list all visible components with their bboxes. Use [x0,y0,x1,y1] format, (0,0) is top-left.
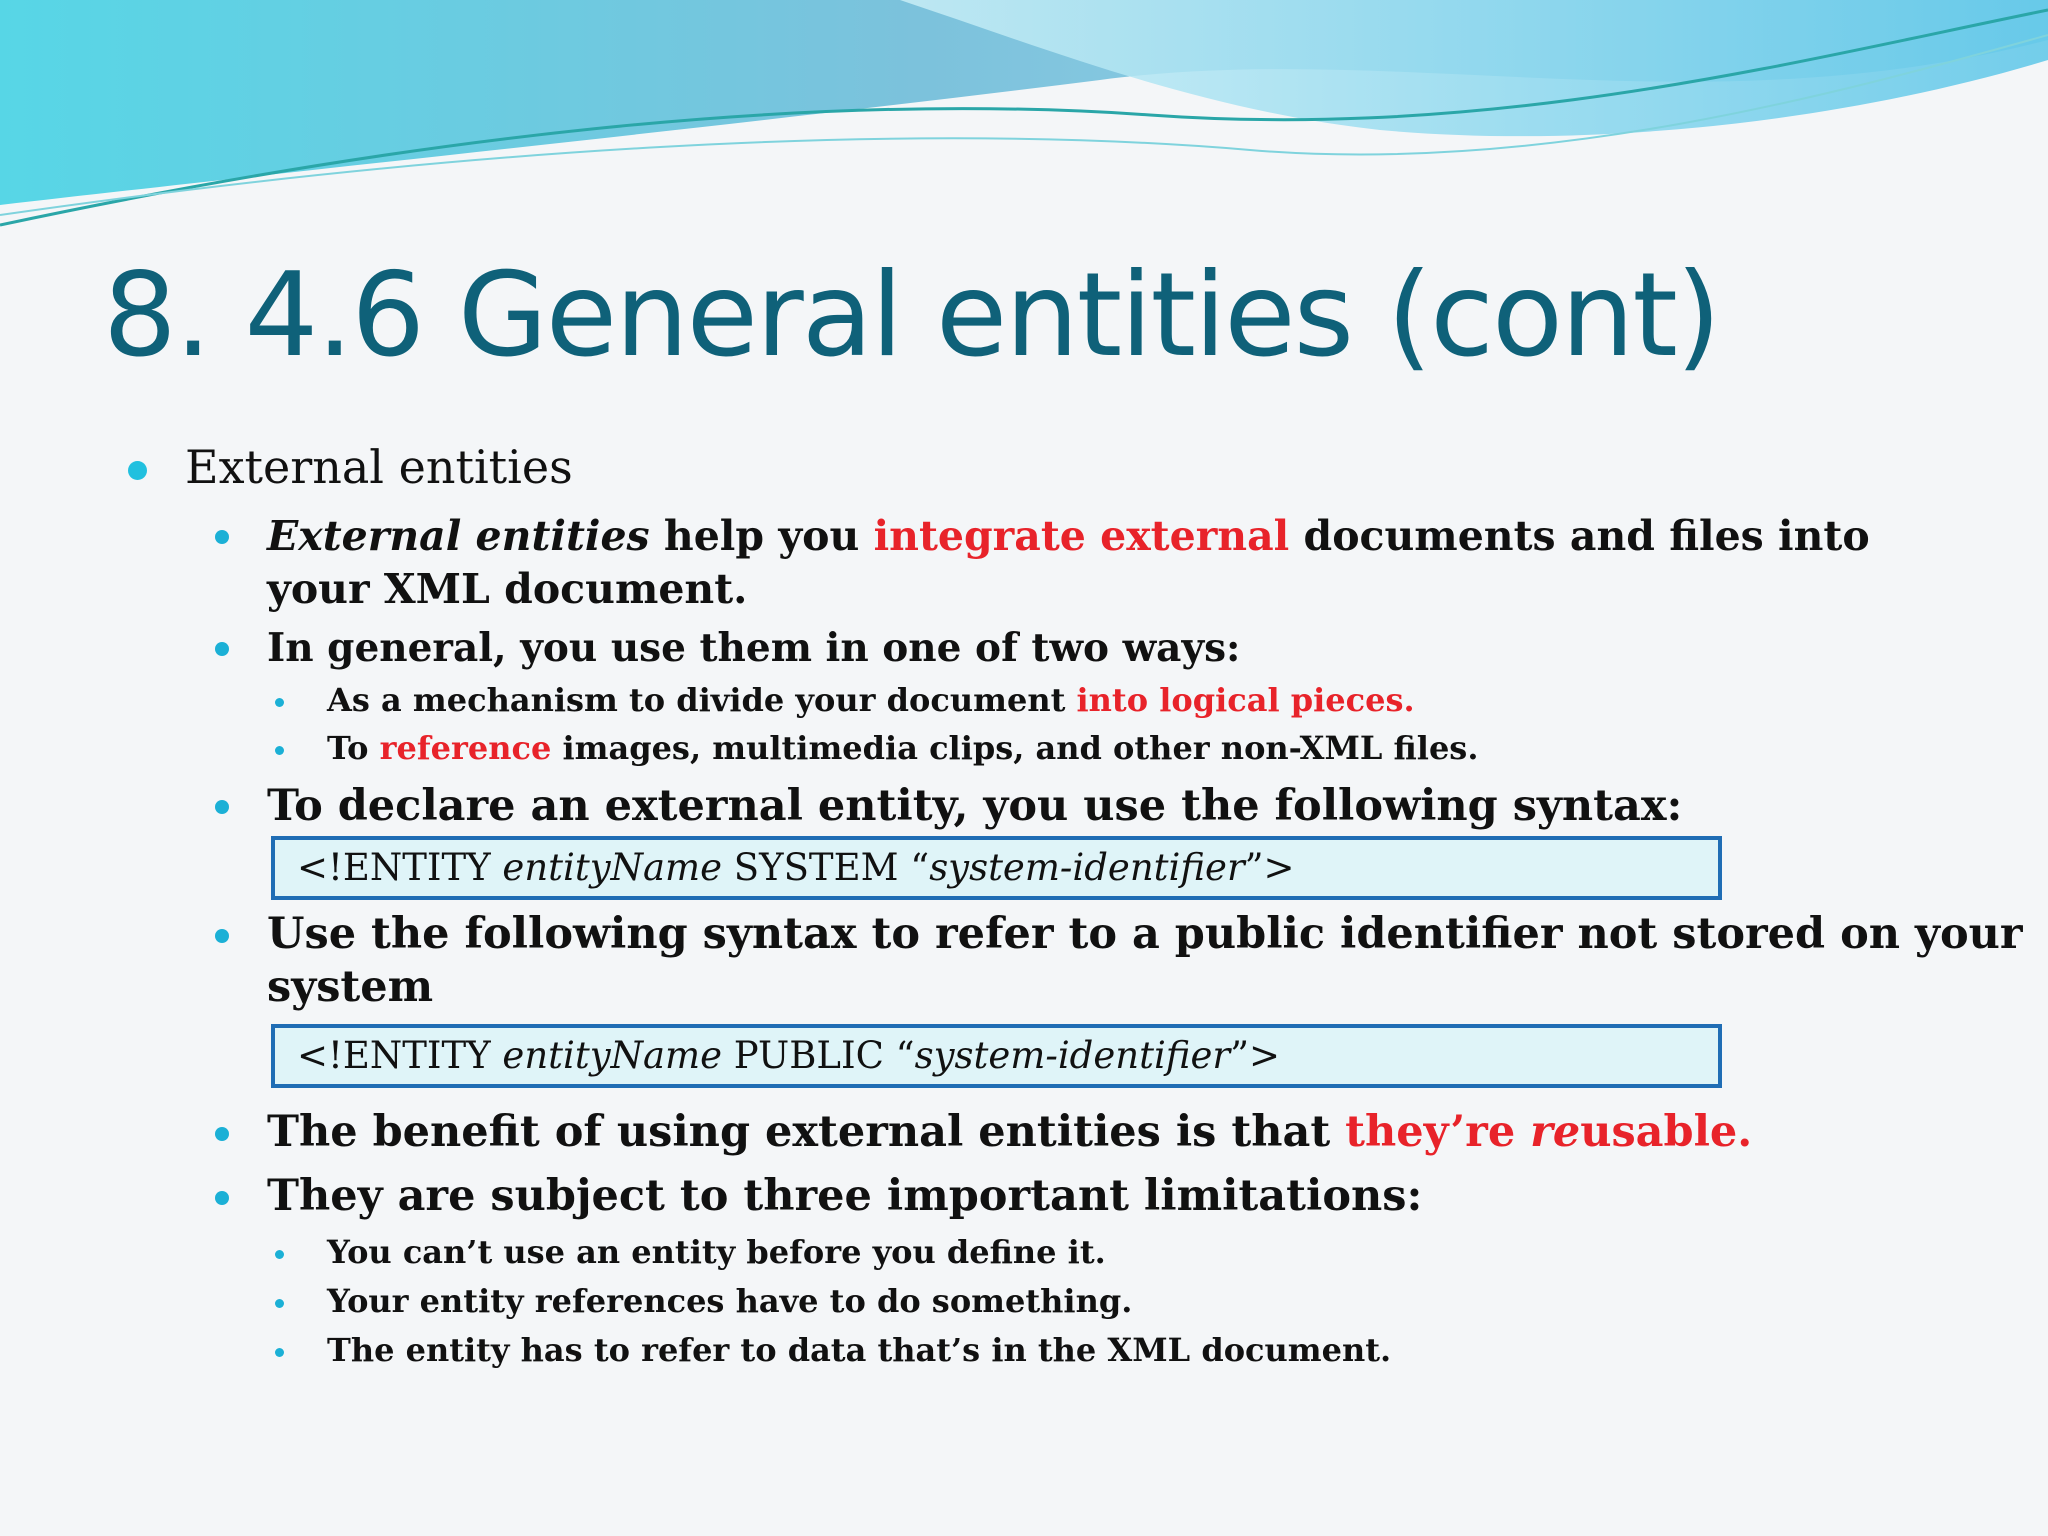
highlight-integrate-external: integrate external [873,512,1290,560]
text-span: ”> [1244,846,1295,889]
sub-item-logical-pieces [327,681,1415,719]
text-span: Use the following syntax to refer to a public identifier not stored on your [267,909,2023,959]
sub-item-reference-files [327,729,1478,767]
bullet-icon [215,1191,229,1205]
bullet-icon [128,461,147,480]
text-span: <!ENTITY [297,1034,503,1077]
code-system-identifier: system-identifier [914,1034,1231,1077]
code-system-identifier: system-identifier [929,846,1245,889]
text-span: To [327,729,380,767]
limitation-item: You can’t use an entity before you define it. [327,1233,1106,1271]
item-two-ways: In general, you use them in one of two ways: [267,625,1241,671]
text-span: As a mechanism to divide your document [327,681,1077,719]
item-integrate-external [267,510,1870,616]
header-wave-decoration [0,0,2048,240]
item-reusable [267,1106,1752,1159]
bullet-icon [215,1127,229,1141]
bullet-icon [275,698,284,707]
code-box-system [271,836,1722,900]
bullet-icon [215,929,229,943]
text-span: SYSTEM “ [722,846,930,889]
bullet-icon [275,1250,284,1259]
bullet-icon [275,1299,284,1308]
text-span: help you [649,512,874,560]
level1-external-entities: External entities [185,440,573,494]
item-declare-syntax: To declare an external entity, you use the following syntax: [267,781,1683,831]
code-entity-name: entityName [502,1034,723,1077]
highlight-logical-pieces: into logical pieces. [1076,681,1415,719]
text-span: re [1530,1107,1581,1157]
highlight-reusable [1345,1107,1752,1157]
bullet-icon [215,642,229,656]
text-span: your XML document. [267,565,748,613]
bullet-icon [275,746,284,755]
text-span: documents and files into [1289,512,1870,560]
term-external-entities: External entities [267,512,650,560]
highlight-reference: reference [379,729,552,767]
text-span: ”> [1230,1034,1280,1077]
text-span: system [267,962,434,1012]
item-limitations: They are subject to three important limitations: [267,1171,1423,1221]
text-span: usable. [1580,1107,1753,1157]
text-span: PUBLIC “ [722,1034,915,1077]
code-entity-name: entityName [502,846,723,889]
code-box-public [271,1024,1722,1088]
bullet-icon [215,530,229,544]
text-span: they’re [1345,1107,1531,1157]
text-span: <!ENTITY [297,846,503,889]
limitation-item: The entity has to refer to data that’s in the XML document. [327,1331,1392,1369]
bullet-icon [275,1348,284,1357]
limitation-item: Your entity references have to do something. [327,1282,1133,1320]
bullet-icon [215,800,229,814]
slide-title: 8. 4.6 General entities (cont) [103,248,1720,383]
text-span: images, multimedia clips, and other non-XML files. [551,729,1479,767]
text-span: The benefit of using external entities is that [267,1107,1346,1157]
item-public-identifier [267,908,2023,1014]
